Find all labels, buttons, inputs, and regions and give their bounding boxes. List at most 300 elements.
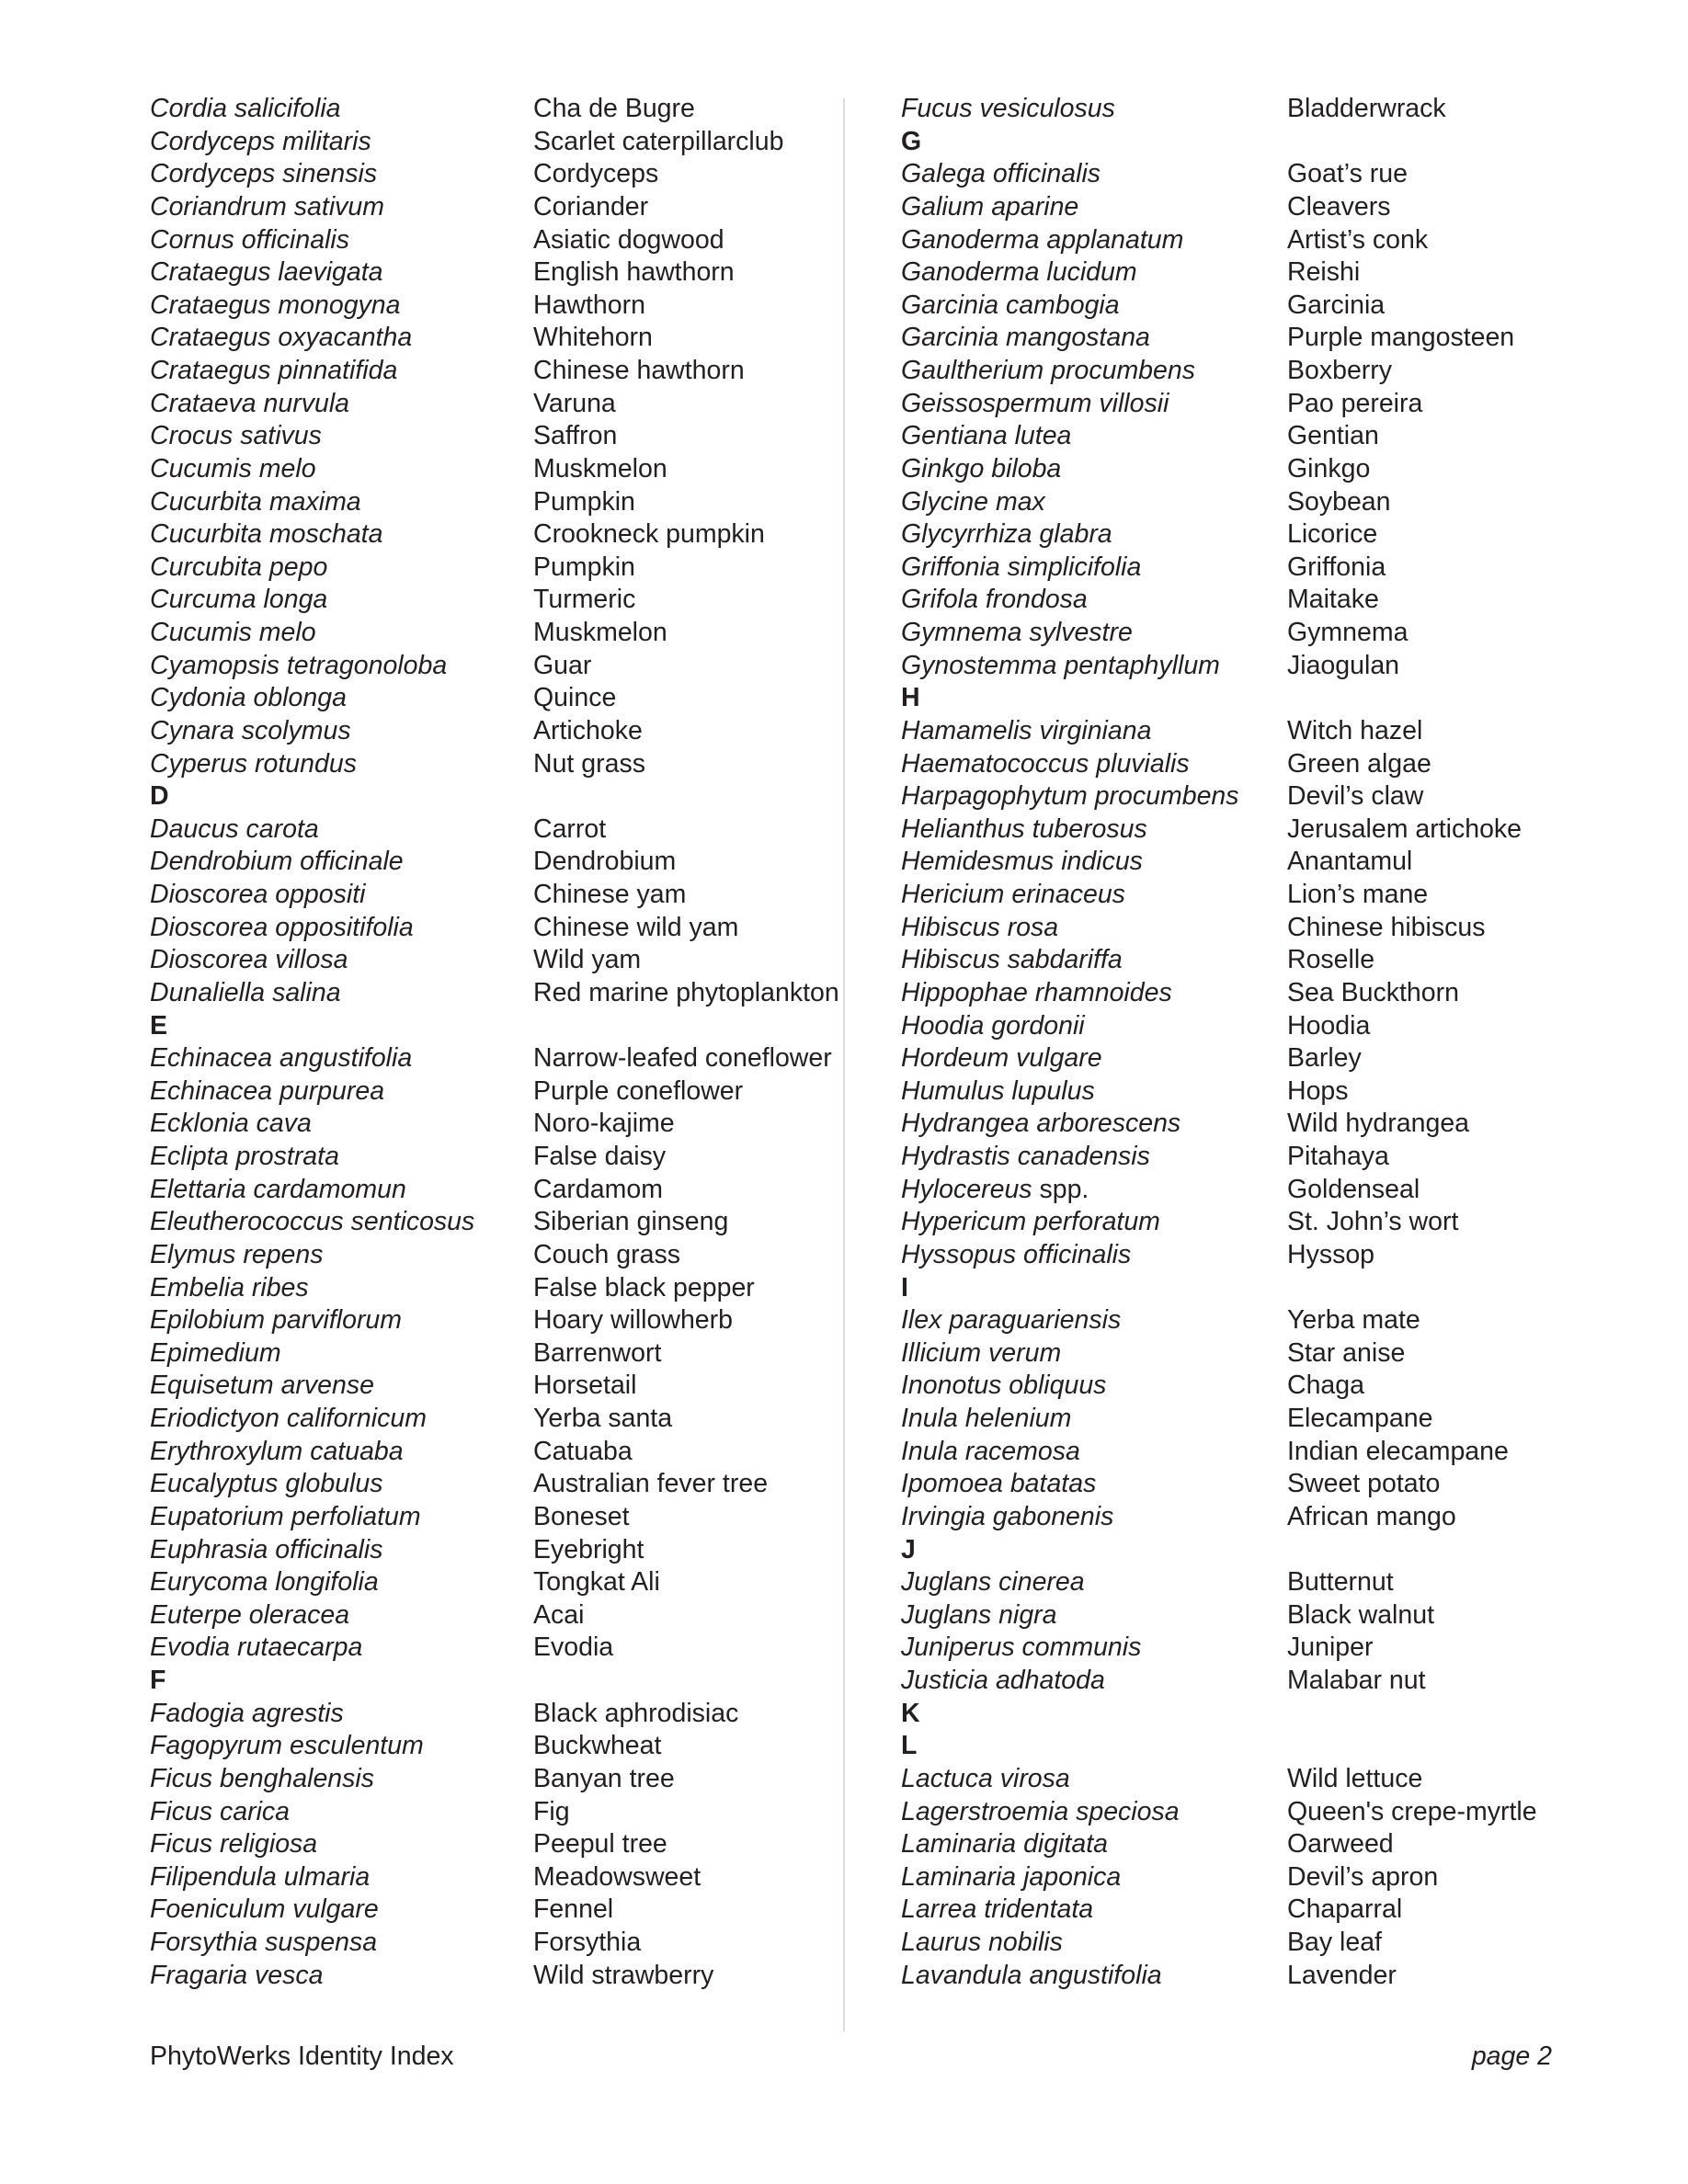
index-entry-row <box>150 944 830 977</box>
scientific-name <box>150 1468 383 1501</box>
scientific-name-text: Fagopyrum esculentum <box>150 1731 424 1761</box>
common-name: Muskmelon <box>533 618 667 647</box>
common-name: Pumpkin <box>533 552 635 582</box>
scientific-name <box>150 1436 404 1469</box>
scientific-name <box>901 1763 1070 1796</box>
index-entry-row <box>901 1861 1600 1894</box>
index-entry-row <box>901 1370 1600 1403</box>
common-name: Hoary willowherb <box>533 1305 733 1336</box>
scientific-name <box>901 1239 1131 1272</box>
common-name: Peepul tree <box>533 1829 667 1860</box>
index-entry-row <box>901 1632 1600 1665</box>
scientific-name-text: Griffonia simplicifolia <box>901 552 1142 582</box>
index-entry-row <box>150 1861 830 1894</box>
scientific-name-text: Hibiscus sabdariffa <box>901 945 1123 975</box>
index-entry-row <box>150 617 830 650</box>
scientific-name <box>150 617 316 650</box>
common-name: Black aphrodisiac <box>533 1698 739 1728</box>
common-name: Acai <box>533 1599 585 1630</box>
index-entry-row <box>150 518 830 552</box>
index-entry-row <box>901 879 1600 912</box>
common-name: Horsetail <box>533 1371 637 1401</box>
scientific-name-text: Ginkgo biloba <box>901 453 1062 483</box>
index-entry-row <box>150 748 830 781</box>
scientific-name <box>901 1206 1160 1239</box>
scientific-name-text: Evodia rutaecarpa <box>150 1632 363 1663</box>
scientific-name-text: Inula racemosa <box>901 1436 1080 1466</box>
scientific-name <box>901 420 1071 453</box>
scientific-name-text: Cydonia oblonga <box>150 683 347 713</box>
scientific-name-text: Hamamelis virginiana <box>901 715 1152 745</box>
index-entry-row <box>150 1304 830 1337</box>
index-entry-row <box>150 158 830 191</box>
common-name: Wild lettuce <box>1287 1763 1423 1793</box>
common-name: Eyebright <box>533 1534 644 1564</box>
scientific-name-text: Cordia salicifolia <box>150 94 341 123</box>
scientific-name-text: Helianthus tuberosus <box>901 813 1147 844</box>
section-letter <box>901 1534 916 1567</box>
common-name: African mango <box>1287 1501 1456 1531</box>
common-name: Forsythia <box>533 1928 642 1957</box>
index-entry-row <box>901 1304 1600 1337</box>
scientific-name <box>150 584 327 617</box>
scientific-name-text: Geissospermum villosii <box>901 388 1169 418</box>
scientific-name-text: Crataegus pinnatifida <box>150 356 398 385</box>
index-entry-row <box>150 1566 830 1599</box>
index-entry-row <box>150 93 830 126</box>
scientific-name <box>150 420 322 453</box>
common-name: Butternut <box>1287 1567 1394 1598</box>
common-name: Narrow-leafed coneflower <box>533 1043 832 1074</box>
scientific-name-text: Cordyceps sinensis <box>150 159 378 189</box>
scientific-name-text: L <box>901 1731 918 1761</box>
common-name: Artichoke <box>533 715 643 745</box>
section-letter-row <box>901 1698 1600 1731</box>
index-entry-row <box>901 1796 1600 1829</box>
scientific-name-text: Gymnema sylvestre <box>901 618 1133 647</box>
index-entry-row <box>901 224 1600 257</box>
common-name: Crookneck pumpkin <box>533 519 765 550</box>
common-name: Cha de Bugre <box>533 94 695 123</box>
index-entry-row <box>901 977 1600 1010</box>
index-entry-row <box>150 388 830 421</box>
scientific-name <box>150 1206 474 1239</box>
scientific-name-text: Cornus officinalis <box>150 224 350 255</box>
common-name: Sweet potato <box>1287 1469 1441 1499</box>
index-entry-row <box>150 1075 830 1109</box>
scientific-name-text: Foeniculum vulgare <box>150 1894 379 1925</box>
scientific-name <box>150 1141 339 1174</box>
common-name: Yerba mate <box>1287 1305 1420 1336</box>
index-entry-row <box>150 1730 830 1763</box>
common-name: Noro-kajime <box>533 1109 675 1139</box>
scientific-name <box>901 1075 1095 1109</box>
common-name: Pitahaya <box>1287 1142 1389 1171</box>
scientific-name <box>901 1599 1057 1632</box>
scientific-name-text: Erythroxylum catuaba <box>150 1436 404 1466</box>
scientific-name-text: Eurycoma longifolia <box>150 1567 379 1598</box>
common-name: Goat’s rue <box>1287 159 1408 189</box>
common-name: Scarlet caterpillarclub <box>533 126 784 156</box>
scientific-name <box>150 158 377 191</box>
scientific-name-text: Fucus vesiculosus <box>901 94 1115 123</box>
scientific-name-text: Larrea tridentata <box>901 1894 1094 1925</box>
common-name: Nut grass <box>533 748 645 779</box>
index-entry-row <box>901 813 1600 847</box>
scientific-name-text: Laminaria digitata <box>901 1829 1108 1860</box>
scientific-name-text: Glycyrrhiza glabra <box>901 519 1112 550</box>
scientific-name-text: Gaultherium procumbens <box>901 356 1195 385</box>
common-name: Gymnema <box>1287 618 1409 647</box>
index-entry-row <box>150 1042 830 1075</box>
scientific-name <box>901 715 1151 748</box>
index-entry-row <box>150 1763 830 1796</box>
scientific-name-text: Grifola frondosa <box>901 585 1088 615</box>
scientific-name-text: Cucumis melo <box>150 453 316 483</box>
common-name: Wild yam <box>533 945 642 975</box>
common-name: Fennel <box>533 1894 614 1925</box>
common-name: Dendrobium <box>533 847 677 877</box>
index-entry-row <box>901 617 1600 650</box>
scientific-name-text: Crocus sativus <box>150 421 322 451</box>
scientific-name <box>150 650 447 683</box>
scientific-name <box>150 1174 406 1207</box>
common-name: Malabar nut <box>1287 1666 1426 1695</box>
scientific-name <box>901 1403 1071 1436</box>
index-column-right <box>901 93 1600 1992</box>
scientific-name <box>901 388 1169 421</box>
scientific-name-text: Cordyceps militaris <box>150 126 371 156</box>
scientific-name-text: Eucalyptus globulus <box>150 1469 383 1499</box>
common-name: Saffron <box>533 421 618 451</box>
common-name: Wild hydrangea <box>1287 1109 1470 1139</box>
scientific-name <box>150 126 371 159</box>
scientific-name <box>901 977 1172 1010</box>
scientific-name-text: Crataegus monogyna <box>150 290 401 320</box>
common-name: Anantamul <box>1287 847 1413 877</box>
scientific-name <box>901 322 1150 355</box>
scientific-name-suffix: spp. <box>1032 1174 1089 1204</box>
index-entry-row <box>150 715 830 748</box>
section-letter <box>901 1272 908 1305</box>
common-name: Muskmelon <box>533 453 667 483</box>
scientific-name-text: Hydrangea arborescens <box>901 1109 1181 1139</box>
index-entry-row <box>901 518 1600 552</box>
common-name: Chinese yam <box>533 880 687 909</box>
scientific-name <box>150 1304 402 1337</box>
section-letter-row <box>150 780 830 813</box>
scientific-name-text: K <box>901 1698 920 1728</box>
scientific-name <box>901 93 1115 126</box>
scientific-name <box>150 1239 324 1272</box>
scientific-name <box>901 1174 1089 1207</box>
common-name: Guar <box>533 650 592 680</box>
scientific-name <box>150 1632 362 1665</box>
common-name: English hawthorn <box>533 257 735 288</box>
scientific-name-text: Elymus repens <box>150 1239 324 1269</box>
scientific-name <box>150 224 349 257</box>
scientific-name <box>901 1861 1121 1894</box>
scientific-name-text: Gynostemma pentaphyllum <box>901 650 1220 680</box>
index-entry-row <box>901 93 1600 126</box>
scientific-name <box>150 846 404 879</box>
index-entry-row <box>150 420 830 453</box>
index-entry-row <box>901 1468 1600 1501</box>
scientific-name-text: Dioscorea oppositifolia <box>150 912 414 942</box>
index-entry-row <box>150 1796 830 1829</box>
common-name: Goldenseal <box>1287 1174 1420 1204</box>
index-entry-row <box>150 879 830 912</box>
common-name: Jerusalem artichoke <box>1287 813 1523 844</box>
common-name: Boneset <box>533 1501 630 1531</box>
scientific-name-text: Dendrobium officinale <box>150 847 404 877</box>
scientific-name <box>901 1141 1150 1174</box>
common-name: Sea Buckthorn <box>1287 977 1459 1007</box>
scientific-name <box>901 1042 1102 1075</box>
index-entry-row <box>901 650 1600 683</box>
index-entry-row <box>150 486 830 519</box>
scientific-name <box>150 715 351 748</box>
column-divider <box>843 98 845 2031</box>
common-name: Bladderwrack <box>1287 94 1446 123</box>
index-entry-row <box>901 1763 1600 1796</box>
scientific-name <box>901 1436 1080 1469</box>
common-name: Chinese wild yam <box>533 912 739 942</box>
section-letter-row <box>901 1730 1600 1763</box>
scientific-name-text: Equisetum arvense <box>150 1371 374 1401</box>
scientific-name <box>150 1501 421 1534</box>
scientific-name <box>150 93 341 126</box>
scientific-name <box>901 912 1058 945</box>
scientific-name-text: Ficus benghalensis <box>150 1763 374 1793</box>
index-entry-row <box>901 1337 1600 1371</box>
scientific-name <box>150 1075 384 1109</box>
common-name: Wild strawberry <box>533 1960 714 1990</box>
index-entry-row <box>150 290 830 323</box>
scientific-name <box>901 158 1101 191</box>
common-name: Red marine phytoplankton <box>533 977 839 1007</box>
index-entry-row <box>150 355 830 388</box>
scientific-name <box>901 1894 1093 1927</box>
index-entry-row <box>901 748 1600 781</box>
scientific-name-text: Hylocereus <box>901 1174 1032 1204</box>
index-entry-row <box>150 1206 830 1239</box>
scientific-name <box>901 552 1141 585</box>
common-name: Asiatic dogwood <box>533 224 724 255</box>
scientific-name-text: Crataegus oxyacantha <box>150 323 413 353</box>
scientific-name-text: Embelia ribes <box>150 1272 309 1302</box>
scientific-name <box>150 1927 377 1960</box>
common-name: Purple mangosteen <box>1287 323 1515 353</box>
index-entry-row <box>150 453 830 486</box>
scientific-name <box>901 1960 1162 1993</box>
common-name: Hyssop <box>1287 1239 1375 1269</box>
scientific-name-text: Harpagophytum procumbens <box>901 781 1239 812</box>
section-letter <box>901 1698 920 1731</box>
scientific-name-text: Hemidesmus indicus <box>901 847 1143 877</box>
common-name: Bay leaf <box>1287 1928 1382 1957</box>
scientific-name-text: Eclipta prostrata <box>150 1142 339 1171</box>
scientific-name-text: E <box>150 1010 168 1041</box>
index-entry-row <box>901 1174 1600 1207</box>
common-name: Hops <box>1287 1075 1349 1106</box>
scientific-name-text: Juniperus communis <box>901 1632 1142 1663</box>
scientific-name <box>150 1337 281 1371</box>
scientific-name-text: Dioscorea villosa <box>150 945 348 975</box>
scientific-name-text: Daucus carota <box>150 813 319 844</box>
scientific-name <box>901 355 1195 388</box>
index-entry-row <box>901 1501 1600 1534</box>
index-entry-row <box>901 1010 1600 1043</box>
section-letter-row <box>150 1665 830 1698</box>
scientific-name-text: Ecklonia cava <box>150 1109 312 1139</box>
common-name: Griffonia <box>1287 552 1386 582</box>
section-letter <box>901 682 920 715</box>
scientific-name-text: I <box>901 1272 908 1302</box>
scientific-name <box>150 944 348 977</box>
common-name: False daisy <box>533 1142 667 1171</box>
scientific-name <box>901 650 1220 683</box>
common-name: Queen's crepe-myrtle <box>1287 1796 1537 1826</box>
scientific-name <box>901 617 1133 650</box>
index-entry-row <box>150 1174 830 1207</box>
scientific-name-text: Laminaria japonica <box>901 1861 1122 1892</box>
index-entry-row <box>901 780 1600 813</box>
index-entry-row <box>150 1632 830 1665</box>
scientific-name <box>901 1370 1106 1403</box>
index-entry-row <box>901 846 1600 879</box>
index-entry-row <box>901 1141 1600 1174</box>
scientific-name <box>150 388 349 421</box>
common-name: False black pepper <box>533 1272 755 1302</box>
common-name: Pao pereira <box>1287 388 1423 418</box>
index-entry-row <box>901 1828 1600 1861</box>
scientific-name <box>901 748 1190 781</box>
scientific-name-text: Cucurbita moschata <box>150 519 383 550</box>
scientific-name <box>150 1566 379 1599</box>
scientific-name-text: Ipomoea batatas <box>901 1469 1097 1499</box>
scientific-name <box>150 1894 379 1927</box>
section-letter-row <box>901 126 1600 159</box>
scientific-name <box>901 846 1143 879</box>
scientific-name-text: Hydrastis canadensis <box>901 1142 1150 1171</box>
scientific-name <box>901 1501 1113 1534</box>
scientific-name-text: Illicium verum <box>901 1337 1062 1368</box>
scientific-name <box>901 1337 1061 1371</box>
scientific-name-text: Lactuca virosa <box>901 1763 1070 1793</box>
footer-page-number: page 2 <box>1471 2042 1552 2071</box>
common-name: Meadowsweet <box>533 1861 701 1892</box>
index-entry-row <box>150 1370 830 1403</box>
common-name: Barley <box>1287 1043 1362 1074</box>
scientific-name <box>901 879 1125 912</box>
scientific-name <box>901 813 1147 847</box>
scientific-name <box>901 191 1078 224</box>
common-name: Hoodia <box>1287 1010 1371 1041</box>
scientific-name-text: Hericium erinaceus <box>901 880 1125 909</box>
section-letter <box>901 1730 917 1763</box>
index-entry-row <box>150 977 839 1010</box>
scientific-name <box>150 1861 370 1894</box>
common-name: Witch hazel <box>1287 715 1423 745</box>
section-letter <box>150 1665 165 1698</box>
index-entry-row <box>150 552 830 585</box>
scientific-name-text: Cyamopsis tetragonoloba <box>150 650 448 680</box>
common-name: Black walnut <box>1287 1599 1434 1630</box>
index-entry-row <box>150 224 830 257</box>
index-entry-row <box>150 846 830 879</box>
scientific-name <box>150 191 384 224</box>
index-entry-row <box>901 1960 1600 1993</box>
index-entry-row <box>150 322 830 355</box>
common-name: Ginkgo <box>1287 453 1371 483</box>
section-letter-row <box>150 1010 830 1043</box>
index-entry-row <box>150 912 830 945</box>
scientific-name-text: Curcuma longa <box>150 585 328 615</box>
index-entry-row <box>150 126 830 159</box>
scientific-name-text: Crataeva nurvula <box>150 388 350 418</box>
scientific-name <box>901 1632 1141 1665</box>
scientific-name <box>150 1599 349 1632</box>
scientific-name <box>901 486 1045 519</box>
scientific-name-text: Eriodictyon californicum <box>150 1404 427 1433</box>
index-entry-row <box>150 1436 830 1469</box>
index-entry-row <box>901 388 1600 421</box>
common-name: Purple coneflower <box>533 1075 744 1106</box>
common-name: Catuaba <box>533 1436 633 1466</box>
common-name: Cordyceps <box>533 159 659 189</box>
scientific-name-text: Forsythia suspensa <box>150 1928 378 1957</box>
common-name: Chaparral <box>1287 1894 1403 1925</box>
scientific-name-text: Garcinia mangostana <box>901 323 1150 353</box>
index-entry-row <box>150 1272 830 1305</box>
scientific-name <box>901 780 1239 813</box>
common-name: Yerba santa <box>533 1404 673 1433</box>
scientific-name-text: Ilex paraguariensis <box>901 1305 1122 1336</box>
scientific-name-text: Echinacea angustifolia <box>150 1043 413 1074</box>
scientific-name-text: Haematococcus pluvialis <box>901 748 1190 779</box>
index-entry-row <box>901 355 1600 388</box>
common-name: Devil’s apron <box>1287 1861 1439 1892</box>
common-name: Fig <box>533 1796 570 1826</box>
index-entry-row <box>150 813 830 847</box>
scientific-name-text: Humulus lupulus <box>901 1075 1095 1106</box>
index-entry-row <box>901 256 1600 290</box>
index-entry-row <box>150 1927 830 1960</box>
scientific-name-text: Glycine max <box>901 486 1045 517</box>
scientific-name-text: Crataegus laevigata <box>150 257 383 288</box>
index-entry-row <box>150 1534 830 1567</box>
scientific-name-text: Euterpe oleracea <box>150 1599 350 1630</box>
scientific-name-text: Fadogia agrestis <box>150 1698 344 1728</box>
scientific-name-text: Juglans cinerea <box>901 1567 1085 1598</box>
section-letter <box>150 780 169 813</box>
scientific-name <box>150 1370 374 1403</box>
common-name: Turmeric <box>533 585 636 615</box>
index-entry-row <box>901 1239 1600 1272</box>
common-name: Jiaogulan <box>1287 650 1400 680</box>
scientific-name-text: Hippophae rhamnoides <box>901 977 1172 1007</box>
common-name: Elecampane <box>1287 1404 1433 1433</box>
scientific-name-text: Echinacea purpurea <box>150 1075 385 1106</box>
scientific-name-text: Dioscorea oppositi <box>150 880 366 909</box>
scientific-name-text: Coriandrum sativum <box>150 191 384 222</box>
scientific-name <box>150 1796 290 1829</box>
index-entry-row <box>150 191 830 224</box>
scientific-name <box>901 1665 1105 1698</box>
common-name: Roselle <box>1287 945 1375 975</box>
scientific-name-text: Ficus carica <box>150 1796 291 1826</box>
